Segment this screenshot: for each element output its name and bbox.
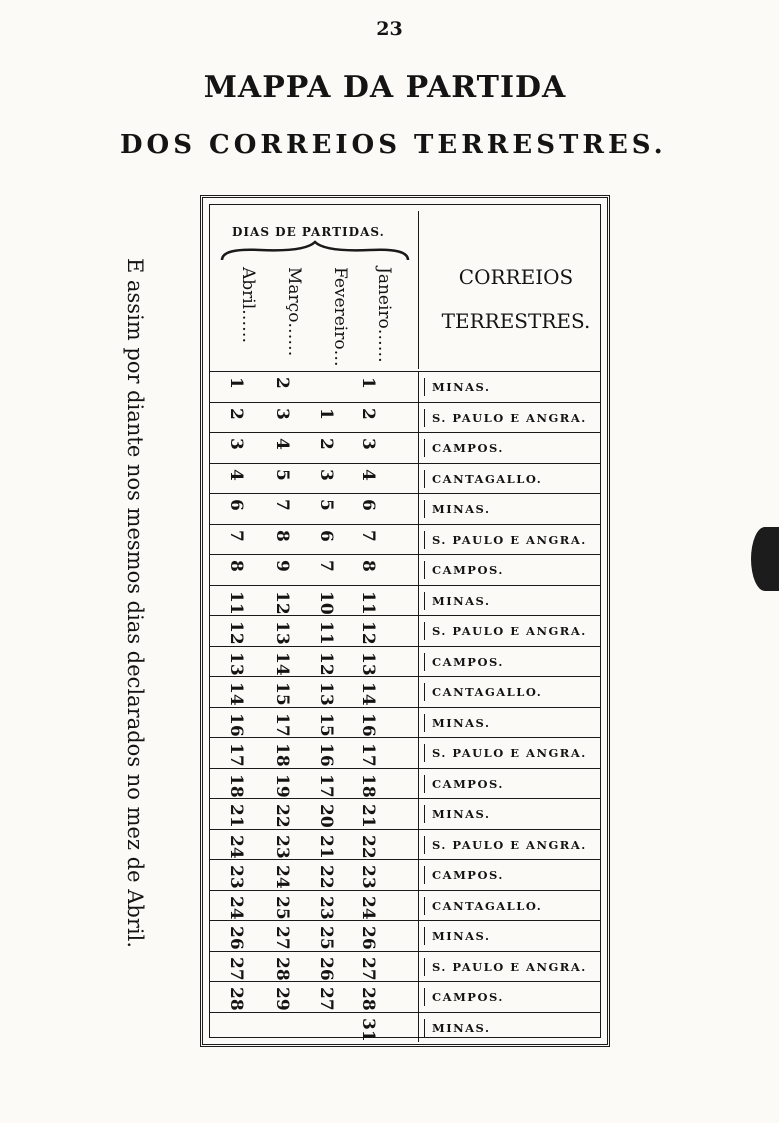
route-tick xyxy=(424,439,425,457)
day-cell-janeiro xyxy=(358,375,386,399)
day-cell-janeiro xyxy=(358,680,386,706)
day-value: 7 xyxy=(358,529,378,542)
route-name: MINAS. xyxy=(432,502,491,516)
day-value: 23 xyxy=(358,865,378,889)
day-value: 27 xyxy=(316,987,336,1011)
day-value: 13 xyxy=(316,682,336,706)
day-cell-janeiro xyxy=(358,497,386,521)
day-value: 3 xyxy=(272,407,292,420)
day-value: 17 xyxy=(226,743,246,767)
day-value: 11 xyxy=(316,621,336,645)
route-name: MINAS. xyxy=(432,380,491,394)
table-row xyxy=(210,463,600,494)
route-tick xyxy=(424,409,425,427)
day-cell-abril xyxy=(226,436,254,460)
day-value: 25 xyxy=(316,926,336,950)
day-value: 4 xyxy=(226,468,246,481)
table-row xyxy=(210,676,600,707)
day-cell-fevereiro xyxy=(316,528,344,552)
column-divider xyxy=(418,372,419,402)
route-name: CANTAGALLO. xyxy=(432,685,543,699)
day-value: 17 xyxy=(358,743,378,767)
day-value: 24 xyxy=(226,895,246,920)
table-row xyxy=(210,859,600,890)
day-cell-marco xyxy=(272,772,300,798)
month-header-fevereiro xyxy=(320,265,360,365)
day-value: 15 xyxy=(272,682,292,706)
day-cell-fevereiro xyxy=(316,833,344,859)
month-headers xyxy=(228,265,408,371)
column-divider xyxy=(418,952,419,982)
day-cell-abril xyxy=(226,985,254,1011)
day-cell-abril xyxy=(226,802,254,828)
day-cell-abril xyxy=(226,375,254,399)
column-divider xyxy=(418,921,419,951)
day-cell-marco xyxy=(276,1016,300,1040)
column-divider xyxy=(418,982,419,1012)
day-value: 26 xyxy=(358,926,378,950)
day-cell-janeiro xyxy=(358,1016,386,1042)
day-value: 8 xyxy=(226,560,246,572)
day-value: 5 xyxy=(316,499,336,511)
table-row xyxy=(210,432,600,463)
table-row xyxy=(210,371,600,402)
day-value: 8 xyxy=(272,529,292,542)
day-value: 19 xyxy=(272,773,292,798)
table-row xyxy=(210,1012,600,1043)
day-cell-abril xyxy=(226,619,254,645)
day-value: 1 xyxy=(316,407,336,420)
day-cell-janeiro xyxy=(358,528,386,552)
day-cell-fevereiro xyxy=(316,558,344,582)
day-cell-janeiro xyxy=(358,406,386,430)
table-header xyxy=(210,205,600,371)
day-value: 4 xyxy=(358,468,378,481)
table-row xyxy=(210,920,600,951)
table-inner-frame xyxy=(209,204,601,1042)
day-cell-fevereiro xyxy=(320,1016,344,1040)
route-name: CANTAGALLO. xyxy=(432,471,543,486)
column-divider xyxy=(418,708,419,738)
day-value: 14 xyxy=(272,651,292,676)
day-value: 9 xyxy=(272,560,292,572)
column-divider xyxy=(418,586,419,616)
day-value: 1 xyxy=(358,377,378,389)
day-cell-janeiro xyxy=(358,650,386,676)
day-value: 27 xyxy=(358,956,378,981)
day-value: 12 xyxy=(316,651,336,676)
day-cell-marco xyxy=(272,406,300,430)
day-value: 2 xyxy=(358,407,378,420)
route-name: S. PAULO E ANGRA. xyxy=(432,410,587,425)
route-tick xyxy=(424,470,425,488)
day-cell-abril xyxy=(226,711,254,737)
day-value: 12 xyxy=(358,621,378,645)
day-value: 6 xyxy=(358,499,378,511)
day-value: 28 xyxy=(226,987,246,1011)
day-value: 13 xyxy=(358,651,378,676)
route-tick xyxy=(424,897,425,915)
header-divider xyxy=(418,211,419,369)
day-cell-abril xyxy=(226,497,254,521)
day-value: 6 xyxy=(226,499,246,511)
day-value: 6 xyxy=(316,529,336,542)
day-value: 13 xyxy=(272,621,292,645)
day-cell-janeiro xyxy=(358,863,386,889)
route-tick xyxy=(424,683,425,701)
route-name: CAMPOS. xyxy=(432,776,504,791)
day-cell-janeiro xyxy=(358,436,386,460)
column-divider xyxy=(418,677,419,707)
day-value: 22 xyxy=(316,865,336,889)
dias-de-partidas-label: DIAS DE PARTIDAS. xyxy=(232,225,385,239)
day-cell-janeiro xyxy=(358,558,386,582)
route-name: CANTAGALLO. xyxy=(432,898,543,913)
day-value: 31 xyxy=(358,1017,378,1042)
day-cell-fevereiro xyxy=(316,955,344,981)
column-divider xyxy=(418,860,419,890)
ink-smudge xyxy=(751,527,779,591)
table-row xyxy=(210,493,600,524)
route-name: MINAS. xyxy=(432,929,491,943)
day-cell-fevereiro xyxy=(316,985,344,1011)
day-cell-fevereiro xyxy=(316,772,344,798)
day-value: 7 xyxy=(316,560,336,572)
day-cell-abril xyxy=(226,955,254,981)
route-tick xyxy=(424,500,425,518)
day-cell-janeiro xyxy=(358,711,386,737)
table-row xyxy=(210,951,600,982)
correios-header-line-1: CORREIOS xyxy=(458,265,574,289)
day-value: 23 xyxy=(316,895,336,920)
side-note xyxy=(117,258,147,948)
correios-terrestres-header xyxy=(426,255,606,343)
day-cell-abril xyxy=(226,741,254,767)
day-cell-marco xyxy=(272,497,300,521)
day-value: 1 xyxy=(226,377,246,389)
day-value: 4 xyxy=(272,438,292,450)
day-cell-marco xyxy=(272,985,300,1011)
day-value: 28 xyxy=(272,956,292,981)
day-value: 2 xyxy=(316,438,336,450)
column-divider xyxy=(418,769,419,799)
day-cell-janeiro xyxy=(358,894,386,920)
day-cell-marco xyxy=(272,863,300,889)
route-tick xyxy=(424,744,425,762)
table-row xyxy=(210,798,600,829)
day-value: 29 xyxy=(272,987,292,1011)
route-tick xyxy=(424,592,425,610)
route-name: S. PAULO E ANGRA. xyxy=(432,959,587,974)
table-rows xyxy=(210,371,600,1042)
table-row xyxy=(210,768,600,799)
page-title: MAPPA DA PARTIDA xyxy=(203,70,567,105)
day-cell-janeiro xyxy=(358,741,386,767)
departure-table xyxy=(200,195,610,1047)
day-cell-marco xyxy=(272,619,300,645)
day-cell-abril xyxy=(226,863,254,889)
day-value: 11 xyxy=(358,590,378,615)
day-cell-abril xyxy=(226,772,254,798)
route-tick xyxy=(424,653,425,671)
day-value: 3 xyxy=(358,438,378,450)
table-row xyxy=(210,737,600,768)
day-value: 2 xyxy=(226,407,246,420)
day-value: 18 xyxy=(226,773,246,798)
day-cell-janeiro xyxy=(358,589,386,615)
day-value: 23 xyxy=(226,865,246,889)
day-value: 14 xyxy=(358,682,378,706)
day-value: 26 xyxy=(226,926,246,950)
route-tick xyxy=(424,927,425,945)
table-row xyxy=(210,585,600,616)
day-value: 27 xyxy=(272,926,292,950)
route-name: MINAS. xyxy=(432,715,491,730)
day-value: 3 xyxy=(316,468,336,481)
day-cell-janeiro xyxy=(358,924,386,950)
day-value: 23 xyxy=(272,834,292,859)
day-cell-abril xyxy=(226,924,254,950)
day-value: 17 xyxy=(272,712,292,737)
month-header-abril xyxy=(228,265,268,365)
day-cell-janeiro xyxy=(358,802,386,828)
day-cell-fevereiro xyxy=(316,650,344,676)
column-divider xyxy=(418,494,419,524)
route-name: MINAS. xyxy=(432,593,491,608)
day-value: 26 xyxy=(316,956,336,981)
day-cell-marco xyxy=(272,955,300,981)
month-abril-label: Abril…… xyxy=(238,267,258,344)
route-tick xyxy=(424,622,425,640)
column-divider xyxy=(418,830,419,860)
route-name: MINAS. xyxy=(432,807,491,821)
route-name: S. PAULO E ANGRA. xyxy=(432,746,587,760)
day-value: 12 xyxy=(226,621,246,645)
day-value: 21 xyxy=(358,804,378,828)
day-value: 27 xyxy=(226,956,246,981)
day-cell-fevereiro xyxy=(316,680,344,706)
month-marco-label: Março…… xyxy=(284,267,304,357)
day-value: 12 xyxy=(272,590,292,615)
day-value: 15 xyxy=(316,712,336,737)
table-row xyxy=(210,615,600,646)
day-cell-marco xyxy=(272,436,300,460)
day-value: 2 xyxy=(272,377,292,389)
day-cell-fevereiro xyxy=(316,741,344,767)
day-cell-fevereiro xyxy=(316,467,344,491)
day-value: 3 xyxy=(226,438,246,450)
day-value: 16 xyxy=(226,712,246,737)
day-value: 14 xyxy=(226,682,246,706)
route-tick xyxy=(424,988,425,1006)
table-row xyxy=(210,707,600,738)
column-divider xyxy=(418,1013,419,1043)
table-row xyxy=(210,829,600,860)
table-row xyxy=(210,981,600,1012)
column-divider xyxy=(418,738,419,768)
day-cell-marco xyxy=(272,467,300,491)
column-divider xyxy=(418,647,419,677)
route-tick xyxy=(424,561,425,579)
day-cell-abril xyxy=(226,528,254,552)
day-value: 20 xyxy=(316,804,336,828)
brace-icon xyxy=(220,240,410,264)
column-divider xyxy=(418,616,419,646)
route-name: S. PAULO E ANGRA. xyxy=(432,624,587,638)
column-divider xyxy=(418,891,419,921)
route-tick xyxy=(424,958,425,976)
column-divider xyxy=(418,555,419,585)
day-cell-marco xyxy=(272,375,300,399)
day-cell-fevereiro xyxy=(316,802,344,828)
day-cell-abril xyxy=(226,589,254,615)
day-value: 17 xyxy=(316,773,336,798)
day-cell-janeiro xyxy=(358,955,386,981)
day-cell-abril xyxy=(226,406,254,430)
day-cell-abril xyxy=(226,650,254,676)
day-cell-janeiro xyxy=(358,772,386,798)
day-cell-janeiro xyxy=(358,833,386,859)
day-cell-marco xyxy=(272,558,300,582)
day-value: 24 xyxy=(226,834,246,859)
day-value: 8 xyxy=(358,560,378,572)
column-divider xyxy=(418,433,419,463)
day-cell-marco xyxy=(272,833,300,859)
table-row xyxy=(210,402,600,433)
page-number: 23 xyxy=(376,18,403,40)
day-cell-fevereiro xyxy=(316,863,344,889)
day-cell-marco xyxy=(272,680,300,706)
day-value: 21 xyxy=(316,834,336,859)
route-name: S. PAULO E ANGRA. xyxy=(432,837,587,852)
day-cell-fevereiro xyxy=(316,589,344,615)
day-cell-marco xyxy=(272,528,300,552)
month-header-janeiro xyxy=(364,265,404,365)
day-value: 25 xyxy=(272,895,292,920)
day-cell-fevereiro xyxy=(316,711,344,737)
day-cell-marco xyxy=(272,711,300,737)
route-tick xyxy=(424,1019,425,1037)
day-cell-marco xyxy=(272,650,300,676)
month-janeiro-label: Janeiro…… xyxy=(374,267,394,363)
day-cell-fevereiro xyxy=(316,436,344,460)
day-cell-janeiro xyxy=(358,985,386,1011)
column-divider xyxy=(418,403,419,433)
day-cell-abril xyxy=(230,1016,254,1040)
month-fevereiro-label: Fevereiro… xyxy=(330,267,350,367)
day-value: 16 xyxy=(316,743,336,767)
day-value: 11 xyxy=(226,590,246,615)
day-value: 5 xyxy=(272,468,292,481)
day-cell-abril xyxy=(226,894,254,920)
route-tick xyxy=(424,805,425,823)
day-value: 22 xyxy=(358,834,378,859)
day-cell-janeiro xyxy=(358,467,386,491)
route-tick xyxy=(424,775,425,793)
day-cell-marco xyxy=(272,924,300,950)
day-cell-marco xyxy=(272,589,300,615)
route-tick xyxy=(424,378,425,396)
route-name: CAMPOS. xyxy=(432,654,504,669)
day-value: 18 xyxy=(272,743,292,767)
day-cell-fevereiro xyxy=(320,375,344,399)
page-subtitle: DOS CORREIOS TERRESTRES. xyxy=(120,130,667,160)
day-cell-fevereiro xyxy=(316,497,344,521)
side-note-text: E assim por diante nos mesmos dias declarados no mez de Abril. xyxy=(123,258,147,948)
day-value: 10 xyxy=(316,590,336,615)
day-value: 7 xyxy=(226,529,246,542)
day-cell-abril xyxy=(226,680,254,706)
day-cell-marco xyxy=(272,802,300,828)
day-cell-abril xyxy=(226,833,254,859)
day-cell-abril xyxy=(226,558,254,582)
day-cell-marco xyxy=(272,741,300,767)
day-cell-abril xyxy=(226,467,254,491)
day-cell-janeiro xyxy=(358,619,386,645)
route-tick xyxy=(424,531,425,549)
day-value: 24 xyxy=(272,865,292,889)
day-value: 24 xyxy=(358,895,378,920)
column-divider xyxy=(418,464,419,494)
table-row xyxy=(210,554,600,585)
day-value: 13 xyxy=(226,651,246,676)
day-cell-marco xyxy=(272,894,300,920)
route-tick xyxy=(424,866,425,884)
day-value: 16 xyxy=(358,712,378,737)
day-cell-fevereiro xyxy=(316,894,344,920)
month-header-marco xyxy=(274,265,314,365)
table-row xyxy=(210,524,600,555)
route-tick xyxy=(424,714,425,732)
day-cell-fevereiro xyxy=(316,619,344,645)
table-row xyxy=(210,646,600,677)
day-value: 28 xyxy=(358,987,378,1011)
day-value: 7 xyxy=(272,499,292,511)
route-name: CAMPOS. xyxy=(432,441,504,455)
column-divider xyxy=(418,799,419,829)
route-name: S. PAULO E ANGRA. xyxy=(432,532,587,547)
route-name: CAMPOS. xyxy=(432,868,504,882)
correios-header-line-2: TERRESTRES. xyxy=(441,309,591,333)
route-tick xyxy=(424,836,425,854)
day-value: 22 xyxy=(272,804,292,828)
route-name: MINAS. xyxy=(432,1020,491,1035)
column-divider xyxy=(418,525,419,555)
day-cell-fevereiro xyxy=(316,924,344,950)
route-name: CAMPOS. xyxy=(432,990,504,1004)
day-cell-fevereiro xyxy=(316,406,344,430)
table-row xyxy=(210,890,600,921)
day-value: 21 xyxy=(226,804,246,828)
route-name: CAMPOS. xyxy=(432,563,504,577)
day-value: 18 xyxy=(358,773,378,798)
